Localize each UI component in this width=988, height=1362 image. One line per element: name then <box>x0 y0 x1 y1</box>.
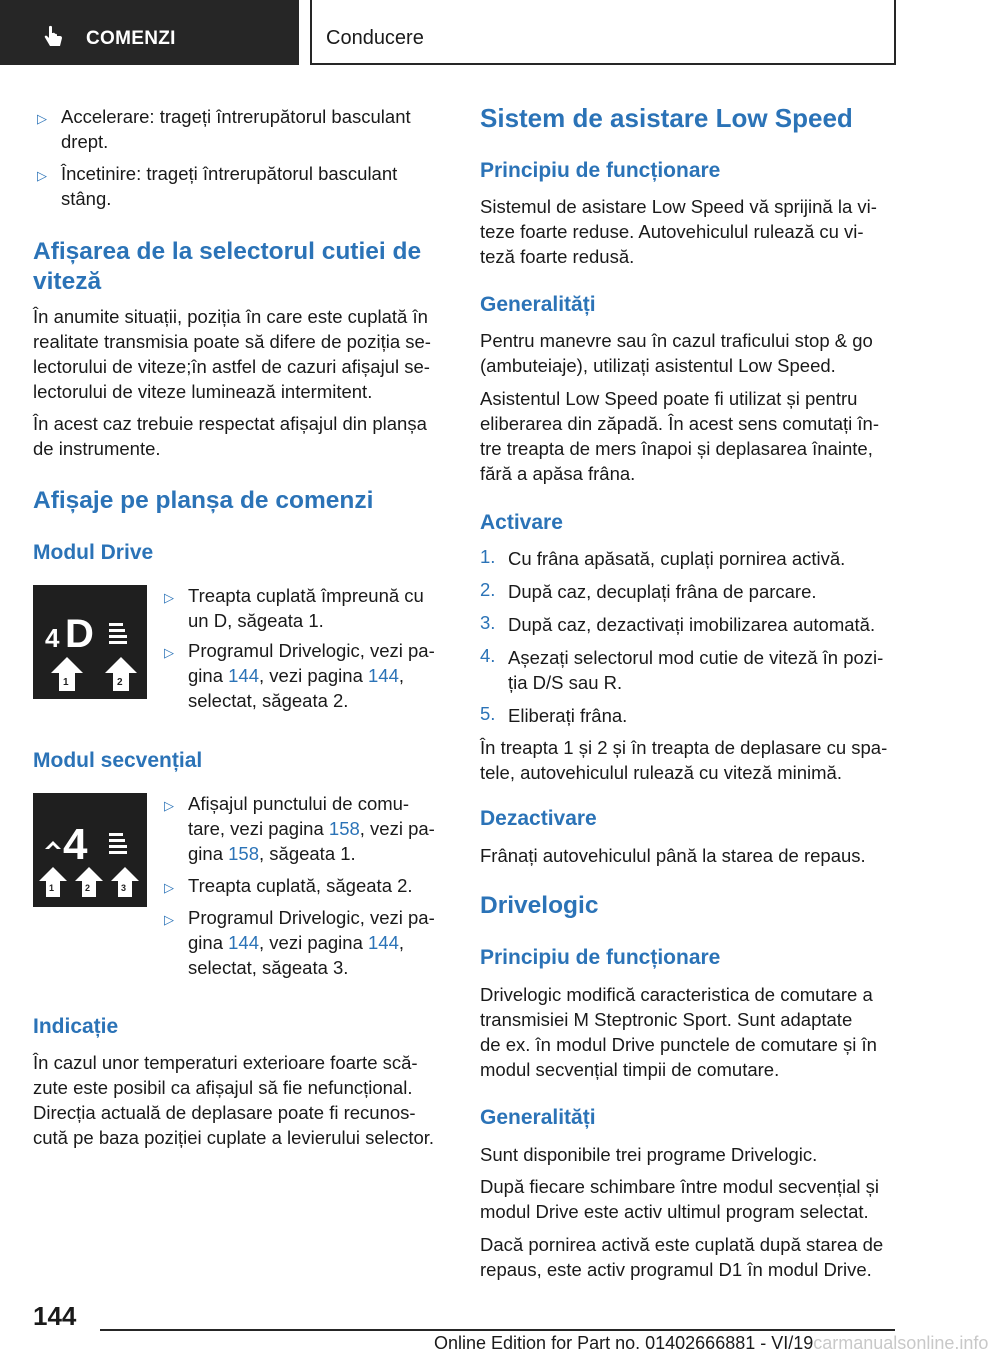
text-line: teză foarte redusă. <box>480 246 635 267</box>
text-line: lectorului de viteze;în astfel de cazuri afișajul se- <box>33 356 430 377</box>
heading-principiu: Principiu de funcționare <box>480 946 721 969</box>
heading-afisarea: Afișarea de la selectorul cutiei de <box>33 238 422 265</box>
heading-afisarea-cont: viteză <box>33 268 102 295</box>
step-text: Eliberați frâna. <box>508 705 628 726</box>
bullet-icon: ▷ <box>164 880 174 895</box>
text-line: Accelerare: trageți întrerupătorul basculant <box>61 106 411 127</box>
text-line: Dacă pornirea activă este cuplată după starea de <box>480 1234 884 1255</box>
text-line: transmisiei M Steptronic Sport. Sunt adaptate <box>480 1009 853 1030</box>
text-line: În acest caz trebuie respectat afișajul din planșa <box>33 413 427 434</box>
text-line: Programul Drivelogic, vezi pa- <box>188 640 435 661</box>
text-line: modul secvențial timpii de comutare. <box>480 1059 780 1080</box>
text-line: fără a apăsa frâna. <box>480 463 636 484</box>
text-line: selectat, săgeata 3. <box>188 957 349 978</box>
heading-drive: Modul Drive <box>33 541 154 564</box>
step-number: 5. <box>480 703 496 724</box>
text-line: selectat, săgeata 2. <box>188 690 349 711</box>
bullet-icon: ▷ <box>164 590 174 605</box>
heading-generalitati: Generalități <box>480 293 596 316</box>
step-number: 1. <box>480 546 496 567</box>
text-line: lectorului de viteze luminează intermitent. <box>33 381 373 402</box>
heading-drivelogic: Drivelogic <box>480 892 599 919</box>
step-number: 4. <box>480 645 496 666</box>
step-number: 3. <box>480 612 496 633</box>
text-line: drept. <box>61 131 109 152</box>
step-text: Cu frâna apăsată, cuplați pornirea activă. <box>508 548 846 569</box>
svg-text:1: 1 <box>49 883 55 893</box>
svg-text:3: 3 <box>121 883 127 893</box>
heading-generalitati: Generalități <box>480 1106 596 1129</box>
sequential-mode-display <box>33 793 147 907</box>
text-line: În anumite situații, poziția în care este cuplată în <box>33 306 428 327</box>
heading-sistem-low-speed: Sistem de asistare Low Speed <box>480 103 853 133</box>
text-line: cută pe baza poziției cuplate a levierului selector. <box>33 1127 435 1148</box>
page-link-158[interactable]: 158 <box>328 818 360 839</box>
gear-number: 4 <box>63 820 88 869</box>
heading-activare: Activare <box>480 511 563 534</box>
page-link-144[interactable]: 144 <box>228 932 259 953</box>
text-line: Direcția actuală de deplasare poate fi recunos- <box>33 1102 416 1123</box>
text-line: un D, săgeata 1. <box>188 610 324 631</box>
text-line: stâng. <box>61 188 112 209</box>
text-line: Asistentul Low Speed poate fi utilizat și pentru <box>480 388 858 409</box>
gear-number: 4 <box>45 623 60 653</box>
text-line: tare, vezi pagina 158, vezi pa- <box>188 818 435 839</box>
step-number: 2. <box>480 579 496 600</box>
text-line: gina 144, vezi pagina 144, <box>188 932 405 953</box>
text-line: Afișajul punctului de comu- <box>188 793 410 814</box>
chapter-label: COMENZI <box>86 28 176 49</box>
page-link-144[interactable]: 144 <box>228 665 259 686</box>
text-line: În cazul unor temperaturi exterioare foarte scă- <box>33 1052 418 1073</box>
heading-dezactivare: Dezactivare <box>480 807 597 830</box>
text-line: de instrumente. <box>33 438 161 459</box>
drive-mode-display <box>33 585 147 699</box>
bullet-icon: ▷ <box>164 645 174 660</box>
text-line: repaus, este activ programul D1 în modul Drive. <box>480 1259 872 1280</box>
text-line: teze foarte reduse. Autovehiculul rulează cu vi- <box>480 221 864 242</box>
step-text: ția D/S sau R. <box>508 672 623 693</box>
text-line: Programul Drivelogic, vezi pa- <box>188 907 435 928</box>
section-title: Conducere <box>326 27 424 49</box>
text-line: Încetinire: trageți întrerupătorul basculant <box>61 163 398 184</box>
heading-afisaje: Afișaje pe planșa de comenzi <box>33 487 374 514</box>
page-link-144[interactable]: 144 <box>368 932 399 953</box>
heading-secvential: Modul secvențial <box>33 749 203 772</box>
text-line: (ambuteiaje), utilizați asistentul Low Speed. <box>480 355 836 376</box>
page-link-144[interactable]: 144 <box>368 665 399 686</box>
footer-divider <box>100 1329 895 1331</box>
watermark: carmanualsonline.info <box>813 1333 988 1353</box>
drive-letter: D <box>65 612 94 656</box>
text-line: tre treapta de mers înapoi și deplasarea înainte, <box>480 438 873 459</box>
text-line: eliberarea din zăpadă. În acest sens comutați în- <box>480 413 880 434</box>
text-line: gina 144, vezi pagina 144, <box>188 665 405 686</box>
text-line: modul Drive este activ ultimul program selectat. <box>480 1201 869 1222</box>
text-line: Sunt disponibile trei programe Drivelogic. <box>480 1144 818 1165</box>
step-text: După caz, dezactivați imobilizarea automată. <box>508 614 876 635</box>
text-line: După fiecare schimbare între modul secvențial și <box>480 1176 879 1197</box>
text-line: Sistemul de asistare Low Speed vă sprijină la vi- <box>480 196 877 217</box>
svg-text:1: 1 <box>63 677 69 688</box>
heading-indicatie: Indicație <box>33 1015 119 1038</box>
text-line: tele, autovehiculul rulează cu viteză minimă. <box>480 762 842 783</box>
section-header <box>310 0 896 65</box>
chapter-tab[interactable] <box>0 0 299 65</box>
step-text: După caz, decuplați frâna de parcare. <box>508 581 817 602</box>
bullet-icon: ▷ <box>37 168 47 183</box>
step-text: Așezați selectorul mod cutie de viteză în pozi- <box>508 647 884 668</box>
text-line: În treapta 1 și 2 și în treapta de deplasare cu spa- <box>480 737 888 758</box>
bullet-icon: ▷ <box>164 912 174 927</box>
text-line: Frânați autovehiculul până la starea de repaus. <box>480 845 866 866</box>
page-number: 144 <box>33 1301 77 1331</box>
text-line: Treapta cuplată, săgeata 2. <box>188 875 413 896</box>
text-line: Pentru manevre sau în cazul traficului stop & go <box>480 330 873 351</box>
bullet-icon: ▷ <box>164 798 174 813</box>
page-link-158[interactable]: 158 <box>228 843 259 864</box>
svg-text:2: 2 <box>85 883 91 893</box>
heading-principiu: Principiu de funcționare <box>480 159 721 182</box>
bullet-icon: ▷ <box>37 111 47 126</box>
text-line: Drivelogic modifică caracteristica de comutare a <box>480 984 873 1005</box>
text-line: gina 158, săgeata 1. <box>188 843 356 864</box>
touch-hand-icon <box>40 24 66 50</box>
text-line: de ex. în modul Drive punctele de comutare și în <box>480 1034 877 1055</box>
svg-text:2: 2 <box>117 677 123 688</box>
text-line: Treapta cuplată împreună cu <box>188 585 424 606</box>
edition-text: Online Edition for Part no. 01402666881 - VI/19carmanualsonline.info <box>434 1333 988 1353</box>
text-line: realitate transmisia poate să difere de poziția se- <box>33 331 431 352</box>
text-line: zute este posibil ca afișajul să fie nefuncțional. <box>33 1077 413 1098</box>
